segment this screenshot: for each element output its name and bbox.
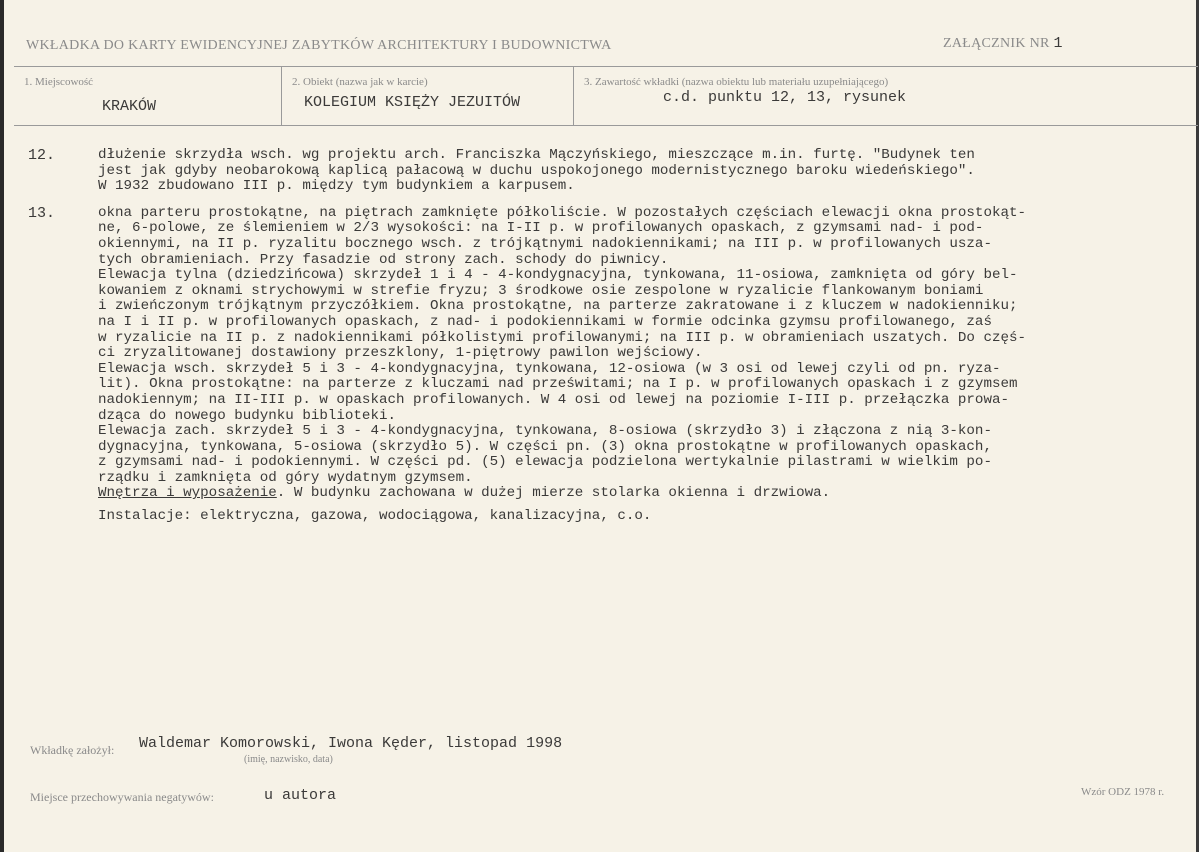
text-line: dłużenie skrzydła wsch. wg projektu arch. Franciszka Mączyńskiego, mieszczące m.in. furtę. "Budynek ten (98, 148, 975, 163)
item-12-lines (98, 148, 1193, 195)
author-label: Wkładkę założył: (30, 743, 115, 757)
item-12-number: 12. (28, 147, 56, 164)
interiors-text: . W budynku zachowana w dużej mierze stolarka okienna i drzwiowa. (276, 486, 831, 502)
text-line: i zwieńczonym trójkątnym przyczółkiem. Okna prostokątne, na parterze zakratowane i z kluczem w nadokienniku; (98, 299, 1018, 315)
field-place-label: 1. Miejscowość (24, 76, 94, 88)
field-object-label: 2. Obiekt (nazwa jak w karcie) (292, 76, 428, 88)
field-content-label: 3. Zawartość wkładki (nazwa obiektu lub materiału uzupełniającego) (584, 76, 889, 88)
interiors-heading: Wnętrza i wyposażenie (98, 486, 277, 502)
field-object (281, 67, 574, 125)
text-line: jest jak gdyby neobarokową kaplicą pałacową w duchu uspokojonego modernistycznego baroku wiedeńskiego". (98, 163, 975, 179)
interiors-line (98, 486, 1193, 502)
item-13-lines (98, 206, 1193, 525)
text-line: ci zryzalitowanej dostawiony przeszklony, 1-piętrowy pawilon wejściowy. (98, 346, 703, 362)
field-content (573, 67, 1199, 125)
item-12 (28, 148, 1193, 195)
author-sublabel: (imię, nazwisko, data) (244, 754, 333, 765)
item-13-number: 13. (28, 204, 56, 222)
author-value: Waldemar Komorowski, Iwona Kęder, listopad 1998 (139, 735, 563, 752)
installations-line: Instalacje: elektryczna, gazowa, wodociągowa, kanalizacyjna, c.o. (98, 509, 652, 525)
field-place-value: KRAKÓW (102, 98, 157, 115)
annex-number: 1 (1053, 35, 1063, 52)
field-content-value: c.d. punktu 12, 13, rysunek (663, 89, 907, 106)
document-body (28, 148, 1193, 525)
text-line: okiennymi, na II p. ryzalitu bocznego wsch. z trójkątnymi nadokiennikami; na III p. w profilowanych usza- (98, 236, 992, 252)
text-line: dygnacyjna, tynkowana, 5-osiowa (skrzydło 5). W części pn. (3) okna prostokątne w profilowanych opaskach, (98, 439, 992, 455)
text-line: rządku i zamknięta od góry wydatnym gzymsem. (98, 470, 473, 486)
item-13 (28, 206, 1193, 525)
annex-label: ZAŁĄCZNIK NR (943, 36, 1050, 51)
form-template-label: Wzór ODZ 1978 r. (1081, 786, 1165, 798)
header-fields (14, 66, 1198, 126)
text-line: kowaniem z oknami strychowymi w strefie fryzu; 3 środkowe osie zespolone w ryzalicie flankowanym boniami (98, 283, 984, 299)
text-line: na I i II p. w profilowanych opaskach, z nad- i podokiennikami w formie odcinka gzymsu profilowanego, zaś (98, 314, 992, 330)
text-line: tych obramieniach. Przy fasadzie od strony zach. schody do piwnicy. (98, 252, 669, 268)
annex-header (943, 35, 1063, 52)
text-line: lit). Okna prostokątne: na parterze z kluczami nad prześwitami; na I p. w profilowanych opaskach i z gzymsem (98, 377, 1018, 393)
negatives-label: Miejsce przechowywania negatywów: (30, 790, 214, 804)
text-line: dząca do nowego budynku biblioteki. (98, 408, 396, 424)
text-line: Elewacja zach. skrzydeł 5 i 3 - 4-kondygnacyjna, tynkowana, 8-osiowa (skrzydło 3) i złączona z nią 3-kon- (98, 424, 992, 440)
text-line: Elewacja wsch. skrzydeł 5 i 3 - 4-kondygnacyjna, tynkowana, 12-osiowa (w 3 osi od lewej czyli od pn. ryza- (98, 361, 1001, 377)
text-line: okna parteru prostokątne, na piętrach zamknięte półkoliście. W pozostałych częściach elewacji okna prostokąt- (98, 205, 1027, 221)
negatives-value: u autora (264, 787, 337, 804)
text-line: Elewacja tylna (dziedzińcowa) skrzydeł 1 i 4 - 4-kondygnacyjna, tynkowana, 11-osiowa, zamknięta od góry bel- (98, 268, 1018, 284)
text-line: nadokiennym; na II-III p. w opaskach profilowanych. W 4 osi od lewej na poziomie I-III p. przełączka prowa- (98, 392, 1009, 408)
text-line: z gzymsami nad- i podokiennymi. W części pd. (5) elewacja podzielona wertykalnie pilastrami w wielkim po- (98, 455, 992, 471)
field-place (14, 67, 281, 125)
form-title: WKŁADKA DO KARTY EWIDENCYJNEJ ZABYTKÓW ARCHITEKTURY I BUDOWNICTWA (26, 38, 612, 53)
text-line: W 1932 zbudowano III p. między tym budynkiem a karpusem. (98, 179, 575, 195)
left-edge (0, 0, 4, 852)
text-line: ne, 6-polowe, ze ślemieniem w 2/3 wysokości: na I-II p. w profilowanych opaskach, z gzymsami nad- i pod- (98, 221, 984, 237)
text-line: w ryzalicie na II p. z nadokiennikami półkolistymi profilowanymi; na III p. w obramieniach uszatych. Do częś- (98, 330, 1027, 346)
field-object-value: KOLEGIUM KSIĘŻY JEZUITÓW (304, 94, 521, 111)
